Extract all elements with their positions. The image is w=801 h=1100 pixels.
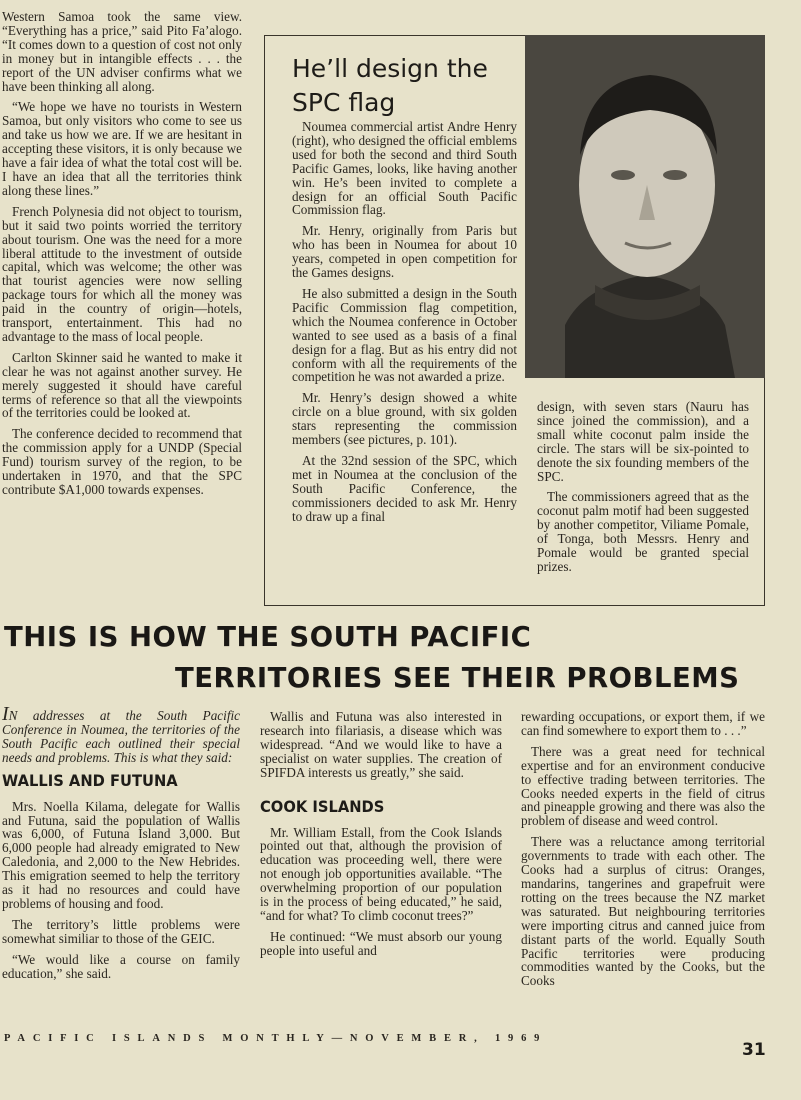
feature-title: He’ll design the SPC flag <box>292 54 488 117</box>
paragraph: The commissioners agreed that as the coconut palm motif had been suggested by another competitor, Viliame Pomale, of Tonga, both Messrs. Henry and Pomale would be granted special prizes. <box>537 489 749 574</box>
paragraph: French Polynesia did not object to tourism, but it said two points worried the territory about tourism. One was the need for a more liberal attitude to the investment of outside capital, which was welcome; the other was that tourist agencies were now selling package tours for which all the money was paid in the country of origin—hotels, transport, entertainment. This had no advantage to the mass of local people. <box>2 203 242 344</box>
banner-headline-line2: TERRITORIES SEE THEIR PROBLEMS <box>175 662 740 694</box>
left-column <box>2 10 242 504</box>
paragraph: At the 32nd session of the SPC, which met in Noumea at the conclusion of the South Pacific Conference, the commissioners decided to ask Mr. Henry to draw up a final <box>292 452 517 524</box>
paragraph: Mr. Henry’s design showed a white circle on a blue ground, with six golden stars representing the commission members (see pictures, p. 101). <box>292 390 517 448</box>
paragraph: The territory’s little problems were somewhat similiar to those of the GEIC. <box>2 916 240 946</box>
page-number: 31 <box>742 1040 766 1060</box>
paragraph: Mr. William Estall, from the Cook Islands pointed out that, although the provision of education was proceeding well, there were not enough job opportunities available. “The overwhelming proportion of our population is in the process of being educated,” he said, “and for what? To climb coconut trees?” <box>260 824 502 923</box>
paragraph: “We hope we have no tourists in Western Samoa, but only visitors who come to see us and take us how we are. If we are hesitant in accepting these visitors, it is only because we have a fair idea of what the total cost will be. I have an idea that all the territories think along these lines.” <box>2 99 242 198</box>
article-column-1 <box>2 703 240 988</box>
drop-cap: I <box>2 703 9 725</box>
article-column-2 <box>260 710 502 965</box>
paragraph: rewarding occupations, or export them, if we can find somewhere to export them to . . .” <box>521 709 765 738</box>
banner-headline-line1: THIS IS HOW THE SOUTH PACIFIC <box>4 621 532 653</box>
paragraph: Mr. Henry, originally from Paris but who has been in Noumea for about 10 years, competed in open competition for the Games designs. <box>292 223 517 281</box>
paragraph: “We would like a course on family education,” she said. <box>2 951 240 981</box>
running-footer: PACIFIC ISLANDS MONTHLY—NOVEMBER, 1969 <box>4 1033 548 1044</box>
article-column-3 <box>521 710 765 995</box>
paragraph: There was a reluctance among territorial governments to trade with each other. The Cooks had a surplus of citrus: Oranges, mandarins, tangerines and grapefruit were rotting on the trees because the NZ market was saturated. But neighbouring territories were importing citrus and canned juice from distant parts of the world. Equally South Pacific territories were producing commodities wanted by the Cooks, but the Cooks <box>521 834 765 989</box>
feature-continued-column <box>537 400 749 581</box>
portrait-image <box>525 35 765 378</box>
paragraph: The conference decided to recommend that the commission apply for a UNDP (Special Fund) tourism survey of the region, to be undertaken in 1970, and that the SPC contribute $A1,000 towards expenses. <box>2 426 242 497</box>
section-heading-cook: COOK ISLANDS <box>260 796 385 816</box>
paragraph: He also submitted a design in the South Pacific Commission flag competition, which the Noumea conference in October wanted to see used as a basis of a final design for a flag. But as his entry did not conform with all the requirements of the competition he was not awarded a prize. <box>292 285 517 385</box>
paragraph: design, with seven stars (Nauru has since joined the commission), and a small white coconut palm inside the circle. The stars will be six-pointed to denote the six founding members of the SPC. <box>537 399 749 484</box>
intro-text: N addresses at the South Pacific Conference in Noumea, the territories of the South Pacific each outlined their special needs and problems. This is what they said: <box>2 708 240 765</box>
feature-column <box>292 120 517 530</box>
paragraph: Wallis and Futuna was also interested in research into filariasis, a disease which was widespread. “And we would like to have a specialist on water supplies. The creation of SPIFDA interests us greatly,” she said. <box>260 709 502 780</box>
section-heading-wallis: WALLIS AND FUTUNA <box>2 770 178 790</box>
paragraph: Noumea commercial artist Andre Henry (right), who designed the official emblems used for both the second and third South Pacific Games, looks, like having another win. He’s been invited to complete a design for an official South Pacific Commission flag. <box>292 119 517 218</box>
paragraph: Carlton Skinner said he wanted to make it clear he was not against another survey. He merely suggested it should have careful terms of reference so that all the viewpoints of the territories could be looked at. <box>2 349 242 421</box>
article-intro <box>2 703 240 765</box>
paragraph: Mrs. Noella Kilama, delegate for Wallis and Futuna, said the population of Wallis was 6,000, of Futuna Island 3,000. But 6,000 people had already emigrated to New Caledonia, and 2,000 to the New Hebrides. This emigration seemed to help the territory as it had no resources and could have problems of housing and food. <box>2 798 240 911</box>
paragraph: Western Samoa took the same view. “Everything has a price,” said Pito Fa’alogo. “It comes down to a question of cost not only in money but in intangible effects . . . the report of the UN adviser confirms what we have been thinking all along. <box>2 9 242 94</box>
portrait-photo <box>525 35 765 378</box>
paragraph: He continued: “We must absorb our young people into useful and <box>260 928 502 958</box>
paragraph: There was a great need for technical expertise and for an environment conducive to effective trading between territories. The Cooks needed experts in the field of citrus and pineapple growing and there was also the problem of disease and weed control. <box>521 743 765 829</box>
